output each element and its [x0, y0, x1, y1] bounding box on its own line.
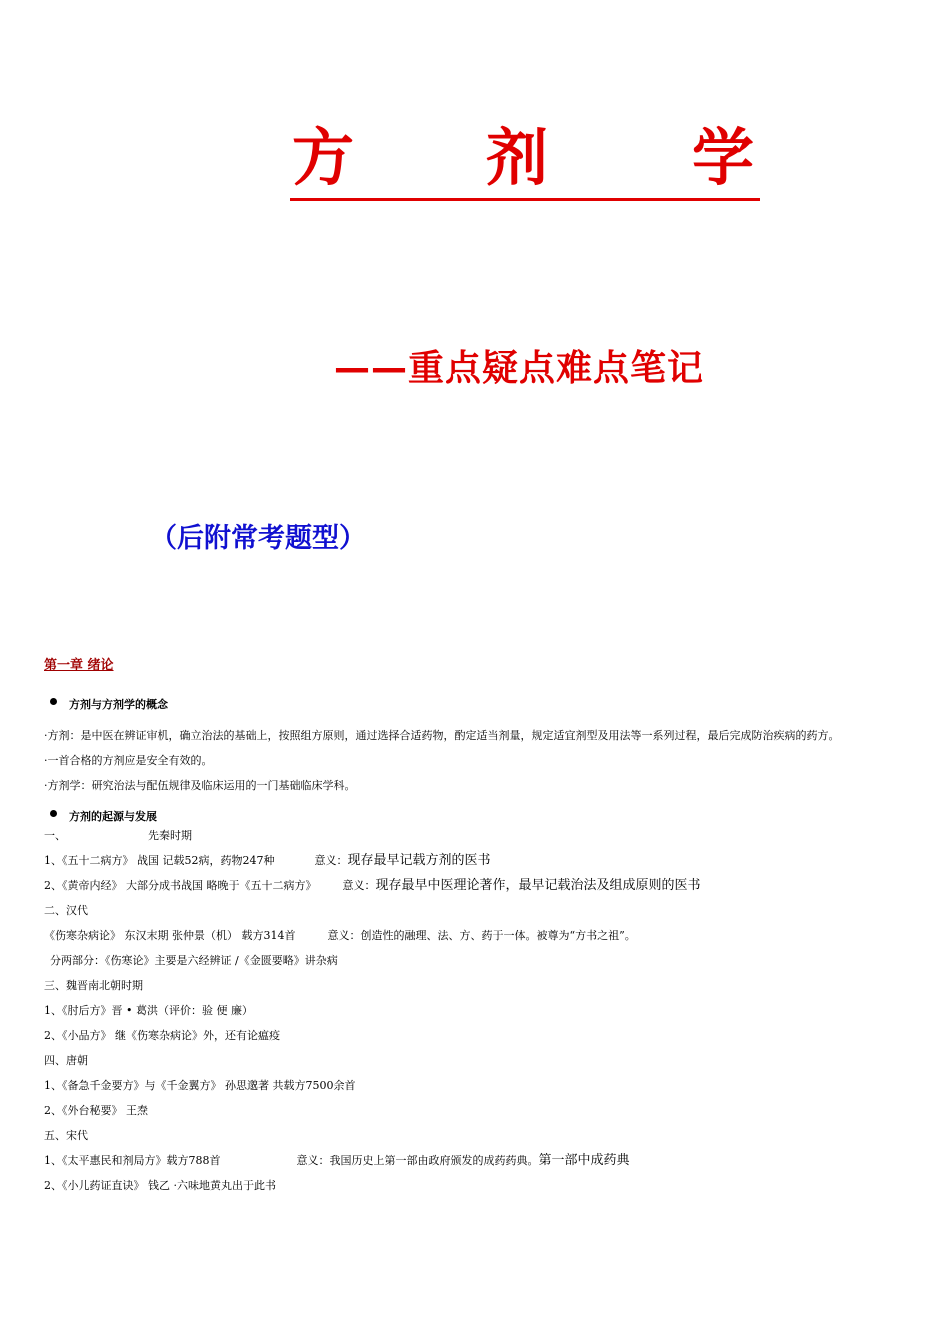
history-item-text: 1、《太平惠民和剂局方》载方788首 [44, 1154, 221, 1167]
history-item-meaning: 意义：我国历史上第一部由政府颁发的成药药典。 [296, 1154, 539, 1167]
history-item: 2、《小儿药证直诀》 钱乙 ·六味地黄丸出于此书 [44, 1179, 276, 1192]
history-item-meaning-label: 意义： [314, 854, 348, 867]
history-item: 1、《肘后方》晋 • 葛洪（评价：验 便 廉） [44, 1004, 253, 1017]
section-heading-label: 方剂与方剂学的概念 [69, 698, 168, 711]
era-heading [44, 829, 192, 843]
era-heading: 五、宋代 [44, 1129, 88, 1142]
era-number: 一、 [44, 829, 66, 842]
chapter-heading: 第一章 绪论 [44, 658, 114, 673]
section-heading-label: 方剂的起源与发展 [69, 810, 157, 823]
history-item-text: 《伤寒杂病论》 东汉末期 张仲景（机） 载方314首 [44, 929, 296, 942]
history-item: 2、《小品方》 继《伤寒杂病论》外，还有论瘟疫 [44, 1029, 280, 1042]
definition-line: ·方剂学：研究治法与配伍规律及临床运用的一门基础临床学科。 [44, 779, 356, 792]
history-item-meaning: 现存最早中医理论著作，最早记载治法及组成原则的医书 [375, 878, 701, 893]
page-title [290, 122, 760, 201]
section-heading-history [50, 808, 157, 824]
era-heading: 四、唐朝 [44, 1054, 88, 1067]
bullet-icon [50, 810, 57, 817]
title-char-2: 剂 [486, 121, 549, 194]
history-item: 分两部分：《伤寒论》主要是六经辨证 /《金匮要略》讲杂病 [50, 954, 338, 967]
era-name: 先秦时期 [148, 829, 192, 842]
title-char-3: 学 [692, 121, 755, 194]
definition-line: ·方剂：是中医在辨证审机，确立治法的基础上，按照组方原则，通过选择合适药物，酌定适当剂量，规定适宜剂型及用法等一系列过程，最后完成防治疾病的药方。 [44, 729, 840, 742]
definition-line: ·一首合格的方剂应是安全有效的。 [44, 754, 213, 767]
history-item [44, 879, 701, 893]
history-item-meaning: 现存最早记载方剂的医书 [347, 853, 491, 868]
bullet-icon [50, 698, 57, 705]
era-heading: 二、汉代 [44, 904, 88, 917]
era-heading: 三、魏晋南北朝时期 [44, 979, 143, 992]
history-item-meaning-label: 意义： [342, 879, 376, 892]
history-item-meaning: 意义：创造性的融理、法、方、药于一体。被尊为“方书之祖”。 [327, 929, 636, 942]
history-item-text: 2、《黄帝内经》 大部分成书战国 略晚于《五十二病方》 [44, 879, 317, 892]
history-item: 1、《备急千金要方》与《千金翼方》 孙思邈著 共载方7500余首 [44, 1079, 356, 1092]
subtitle: ——重点疑点难点笔记 [334, 348, 705, 389]
section-heading-concept [50, 696, 168, 712]
history-item: 2、《外台秘要》 王焘 [44, 1104, 148, 1117]
title-char-1: 方 [292, 121, 355, 194]
appendix-note: （后附常考题型） [150, 523, 366, 554]
history-item [44, 854, 491, 868]
history-item [44, 1154, 630, 1168]
history-item-text: 1、《五十二病方》 战国 记载52病，药物247种 [44, 854, 275, 867]
history-item-meaning-extra: 第一部中成药典 [538, 1153, 630, 1168]
history-item [44, 929, 636, 943]
